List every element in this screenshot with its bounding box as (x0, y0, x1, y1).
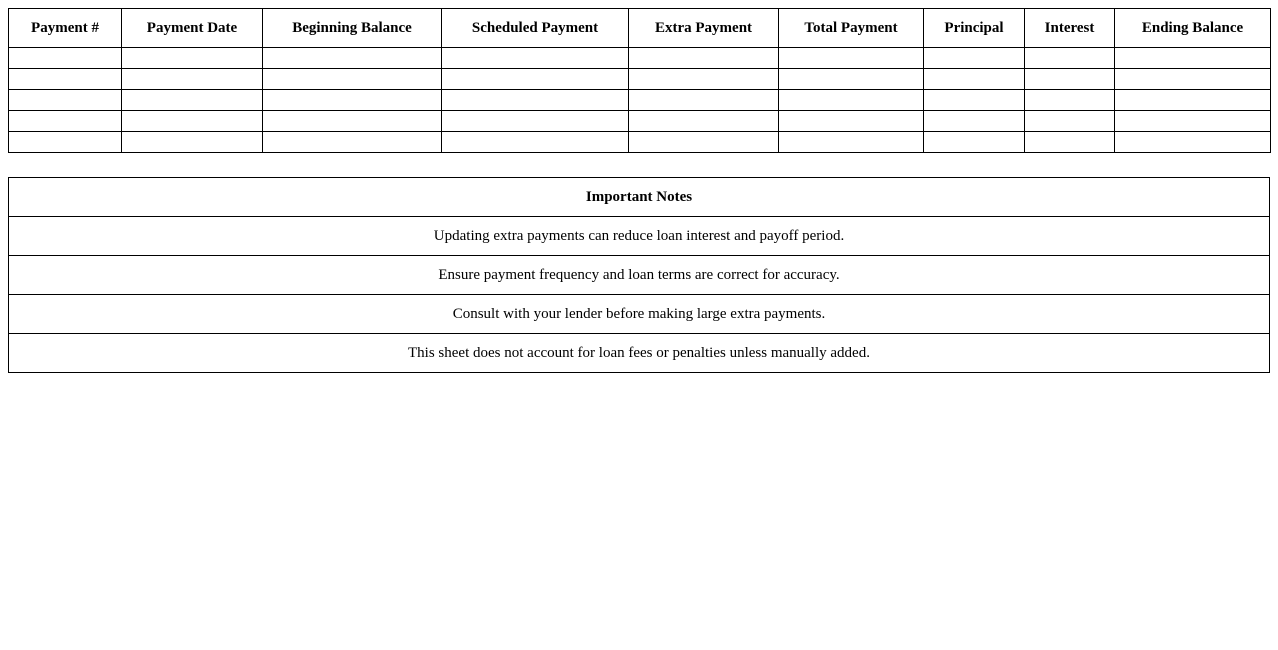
table-row (9, 90, 1271, 111)
table-cell[interactable] (122, 111, 263, 132)
table-cell[interactable] (1025, 111, 1115, 132)
note-text: Consult with your lender before making large extra payments. (9, 295, 1270, 334)
table-cell[interactable] (779, 132, 924, 153)
column-header-extra-payment: Extra Payment (629, 9, 779, 48)
note-text: This sheet does not account for loan fees or penalties unless manually added. (9, 334, 1270, 373)
column-header-payment-number: Payment # (9, 9, 122, 48)
table-cell[interactable] (122, 69, 263, 90)
table-cell[interactable] (1025, 69, 1115, 90)
table-cell[interactable] (924, 69, 1025, 90)
table-cell[interactable] (263, 90, 442, 111)
notes-title: Important Notes (9, 178, 1270, 217)
table-cell[interactable] (1025, 48, 1115, 69)
table-row (9, 48, 1271, 69)
note-row (9, 256, 1270, 295)
table-cell[interactable] (1115, 111, 1271, 132)
table-cell[interactable] (9, 69, 122, 90)
table-cell[interactable] (1115, 69, 1271, 90)
table-cell[interactable] (9, 132, 122, 153)
column-header-total-payment: Total Payment (779, 9, 924, 48)
table-cell[interactable] (924, 90, 1025, 111)
amortization-schedule-table (8, 8, 1271, 153)
column-header-payment-date: Payment Date (122, 9, 263, 48)
important-notes-table (8, 177, 1270, 373)
table-cell[interactable] (9, 90, 122, 111)
column-header-interest: Interest (1025, 9, 1115, 48)
table-cell[interactable] (779, 111, 924, 132)
note-text: Updating extra payments can reduce loan interest and payoff period. (9, 217, 1270, 256)
table-cell[interactable] (442, 69, 629, 90)
table-cell[interactable] (629, 90, 779, 111)
notes-header-row (9, 178, 1270, 217)
table-row (9, 132, 1271, 153)
table-cell[interactable] (1115, 48, 1271, 69)
table-cell[interactable] (629, 48, 779, 69)
table-row (9, 69, 1271, 90)
table-cell[interactable] (263, 111, 442, 132)
table-header-row (9, 9, 1271, 48)
table-cell[interactable] (122, 48, 263, 69)
table-cell[interactable] (263, 48, 442, 69)
table-cell[interactable] (263, 132, 442, 153)
table-cell[interactable] (9, 111, 122, 132)
note-row (9, 217, 1270, 256)
note-row (9, 295, 1270, 334)
table-cell[interactable] (924, 132, 1025, 153)
table-cell[interactable] (629, 111, 779, 132)
table-cell[interactable] (442, 111, 629, 132)
column-header-principal: Principal (924, 9, 1025, 48)
table-cell[interactable] (263, 69, 442, 90)
table-cell[interactable] (442, 132, 629, 153)
table-cell[interactable] (122, 90, 263, 111)
column-header-beginning-balance: Beginning Balance (263, 9, 442, 48)
table-cell[interactable] (629, 69, 779, 90)
table-row (9, 111, 1271, 132)
note-text: Ensure payment frequency and loan terms are correct for accuracy. (9, 256, 1270, 295)
table-cell[interactable] (9, 48, 122, 69)
table-cell[interactable] (442, 90, 629, 111)
table-cell[interactable] (122, 132, 263, 153)
column-header-ending-balance: Ending Balance (1115, 9, 1271, 48)
column-header-scheduled-payment: Scheduled Payment (442, 9, 629, 48)
table-cell[interactable] (1115, 90, 1271, 111)
table-cell[interactable] (779, 69, 924, 90)
table-cell[interactable] (442, 48, 629, 69)
table-cell[interactable] (779, 48, 924, 69)
table-cell[interactable] (779, 90, 924, 111)
table-cell[interactable] (629, 132, 779, 153)
table-cell[interactable] (1025, 132, 1115, 153)
table-cell[interactable] (924, 48, 1025, 69)
table-cell[interactable] (1115, 132, 1271, 153)
table-cell[interactable] (924, 111, 1025, 132)
table-cell[interactable] (1025, 90, 1115, 111)
note-row (9, 334, 1270, 373)
